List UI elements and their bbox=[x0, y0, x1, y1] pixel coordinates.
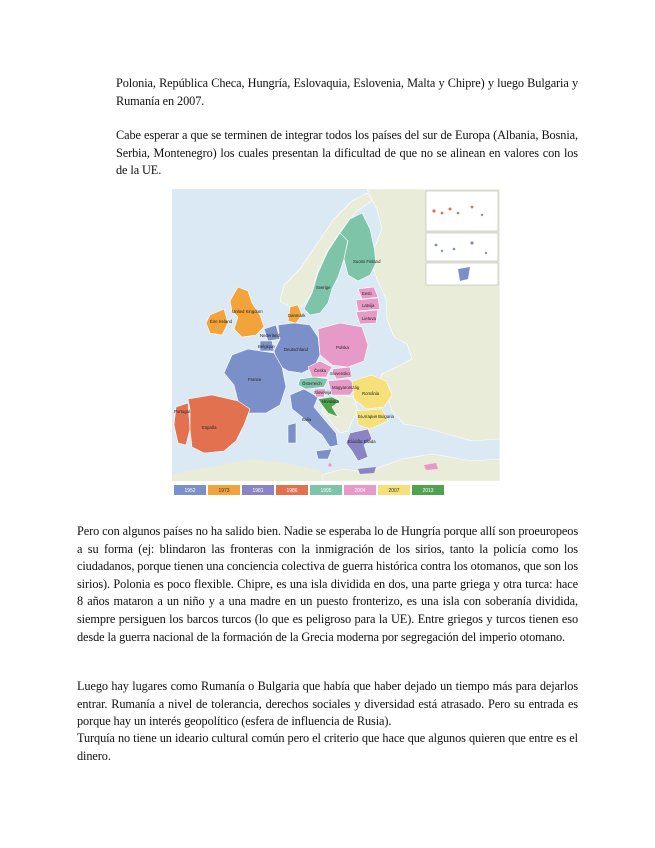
legend-label-2013: 2013 bbox=[422, 488, 434, 494]
paragraph-5: Turquía no tiene un ideario cultural común pero el criterio que hace que algunos quieren que entre es el dinero. bbox=[77, 731, 578, 763]
label-sverige: Sverige bbox=[316, 285, 331, 290]
label-italia: Italia bbox=[302, 417, 312, 422]
legend-label-1981: 1981 bbox=[252, 488, 264, 494]
label-finland: Suomi Finland bbox=[353, 259, 381, 264]
legend-label-2004: 2004 bbox=[354, 488, 366, 494]
label-latvija: Latvija bbox=[362, 303, 375, 308]
label-eire: Éire Ireland bbox=[210, 319, 232, 324]
legend-label-1986: 1986 bbox=[286, 488, 298, 494]
paragraph-1: Polonia, República Checa, Hungría, Eslovaquia, Eslovenia, Malta y Chipre) y luego Bulgaria y Rumanía en 2007. bbox=[116, 76, 578, 108]
paragraph-4: Luego hay lugares como Rumanía o Bulgaria que había que haber dejado un tiempo más para dejarlos entrar. Rumanía a nivel de tolerancia, derechos sociales y diversidad está atrasado. Pero su entrada es porque hay un interés geopolítico (esfera de influencia de Rusia). bbox=[77, 679, 578, 729]
label-slovenija: Slovenija bbox=[314, 390, 332, 395]
label-espana: España bbox=[202, 425, 217, 430]
label-lietuva: Lietuva bbox=[362, 316, 376, 321]
label-cesko: Česko bbox=[314, 368, 327, 373]
label-hrvatska: Hrvatska bbox=[322, 399, 339, 404]
label-belgique: Belgique bbox=[258, 344, 275, 349]
label-magyarorszag: Magyarország bbox=[332, 385, 360, 390]
inset-box-2 bbox=[426, 233, 498, 261]
label-osterreich: Österreich bbox=[302, 381, 322, 386]
label-france: France bbox=[248, 377, 262, 382]
eu-enlargement-map bbox=[172, 189, 500, 497]
label-bulgaria: България Bulgaria bbox=[358, 414, 394, 419]
label-deutschland: Deutschland bbox=[284, 347, 308, 352]
label-ellada: Ελλάδα Elláda bbox=[348, 439, 376, 444]
legend-label-1973: 1973 bbox=[218, 488, 230, 494]
legend-label-1995: 1995 bbox=[320, 488, 332, 494]
paragraph-2: Cabe esperar a que se terminen de integrar todos los países del sur de Europa (Albania, Bosnia, Serbia, Montenegro) los cuales presentan la dificultad de que no se alinean en valores con los de la UE. bbox=[116, 128, 578, 178]
label-uk: United Kingdom bbox=[232, 309, 263, 314]
legend-label-1952: 1952 bbox=[184, 488, 196, 494]
label-nederland: Nederland bbox=[260, 333, 280, 338]
legend-label-2007: 2007 bbox=[388, 488, 400, 494]
country-italia-sardinia bbox=[288, 423, 296, 443]
label-polska: Polska bbox=[336, 345, 349, 350]
country-malta bbox=[328, 463, 331, 466]
label-danmark: Danmark bbox=[288, 313, 306, 318]
map-legend bbox=[174, 485, 444, 495]
paragraph-3: Pero con algunos países no ha salido bien. Nadie se esperaba lo de Hungría porque allí son proeuropeos a su forma (ej: blindaron las fronteras con la inmigración de los sirios, tanto la policía como los ciudadanos, porque tienen una conciencia colectiva de guerra histórica contra los otomanos, que son los sirios). Polonia es poco flexible. Chipre, es una isla dividida en dos, una parte griega y otra turca: hace 8 años mataron a un niño y a una madre en un puesto fronterizo, es una isla con soberanía dividida, siempre persiguen los barcos turcos (lo que es peligroso para la UE). Entre griegos y turcos tienen eso desde la guerra nacional de la formación de la Grecia moderna por segregación del imperio otomano. bbox=[77, 524, 578, 644]
inset-box-1 bbox=[426, 191, 498, 231]
label-romania: România bbox=[362, 391, 380, 396]
label-slovensko: Slovensko bbox=[330, 371, 350, 376]
label-portugal: Portugal bbox=[174, 409, 191, 414]
label-eesti: Eesti bbox=[362, 291, 372, 296]
